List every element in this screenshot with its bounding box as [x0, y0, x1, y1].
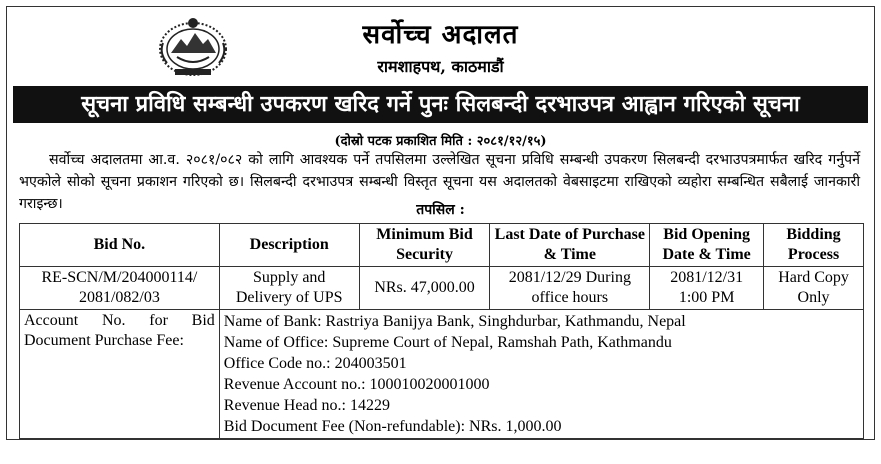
cell-opening: 2081/12/31 1:00 PM	[650, 267, 764, 310]
notice-paragraph-text: सर्वोच्च अदालतमा आ.व. २०८१/०८२ को लागि आवश्यक पर्ने तपसिलमा उल्लेखित सूचना प्रविधि सम्बन्धी उपकरण सिलबन्दी दरभाउपत्रमार्फत खरिद गर्नुपर्ने भएकोले सोको सूचना प्रकाशन गरिएको छ। सिलबन्दी दरभाउपत्र सम्बन्धी विस्तृत सूचना यस अदालतको वेबसाइटमा राखिएको व्यहोरा सम्बन्धित सबैलाई जानकारी गराइन्छ।	[19, 152, 860, 212]
header-bidding-process: Bidding Process	[764, 224, 864, 267]
office-code-line: Office Code no.: 204003501	[223, 355, 407, 372]
notice-title-banner: सूचना प्रविधि सम्बन्धी उपकरण खरिद गर्ने पुनः सिलबन्दी दरभाउपत्र आह्वान गरिएको सूचना	[13, 86, 868, 123]
court-name: सर्वोच्च अदालत	[362, 20, 519, 50]
account-row	[20, 310, 864, 439]
bid-fee-line: Bid Document Fee (Non-refundable): NRs. 1,000.00	[223, 418, 562, 435]
header-bid-opening: Bid Opening Date & Time	[650, 224, 764, 267]
revenue-head-line: Revenue Head no.: 14229	[223, 397, 390, 414]
cell-process: Hard Copy Only	[764, 267, 864, 310]
revenue-account-line: Revenue Account no.: 100010020001000	[223, 376, 490, 393]
cell-bid-no: RE-SCN/M/204000114/ 2081/082/03	[20, 267, 220, 310]
account-label: Account No. for Bid Document Purchase Fee:	[20, 310, 220, 439]
header-last-date: Last Date of Purchase & Time	[490, 224, 650, 267]
court-address: रामशाहपथ, काठमाडौं	[377, 57, 504, 76]
header-min-bid-security: Minimum Bid Security	[359, 224, 490, 267]
bank-name-line: Name of Bank: Rastriya Banijya Bank, Singhdurbar, Kathmandu, Nepal	[223, 313, 686, 330]
account-details	[219, 310, 863, 439]
table-row	[20, 267, 864, 310]
header-bid-no: Bid No.	[20, 224, 220, 267]
notice-page	[6, 6, 875, 440]
published-date-note: (दोस्रो पटक प्रकाशित मिति : २०८१/१२/१५)	[334, 134, 547, 149]
bid-table-header-row	[20, 224, 864, 267]
cell-last-date: 2081/12/29 During office hours	[490, 267, 650, 310]
bid-table	[19, 223, 864, 439]
schedule-heading: तपसिल :	[416, 202, 465, 218]
cell-security: NRs. 47,000.00	[359, 267, 490, 310]
office-name-line: Name of Office: Supreme Court of Nepal, Ramshah Path, Kathmandu	[223, 334, 672, 351]
header-description: Description	[219, 224, 359, 267]
cell-description: Supply and Delivery of UPS	[219, 267, 359, 310]
